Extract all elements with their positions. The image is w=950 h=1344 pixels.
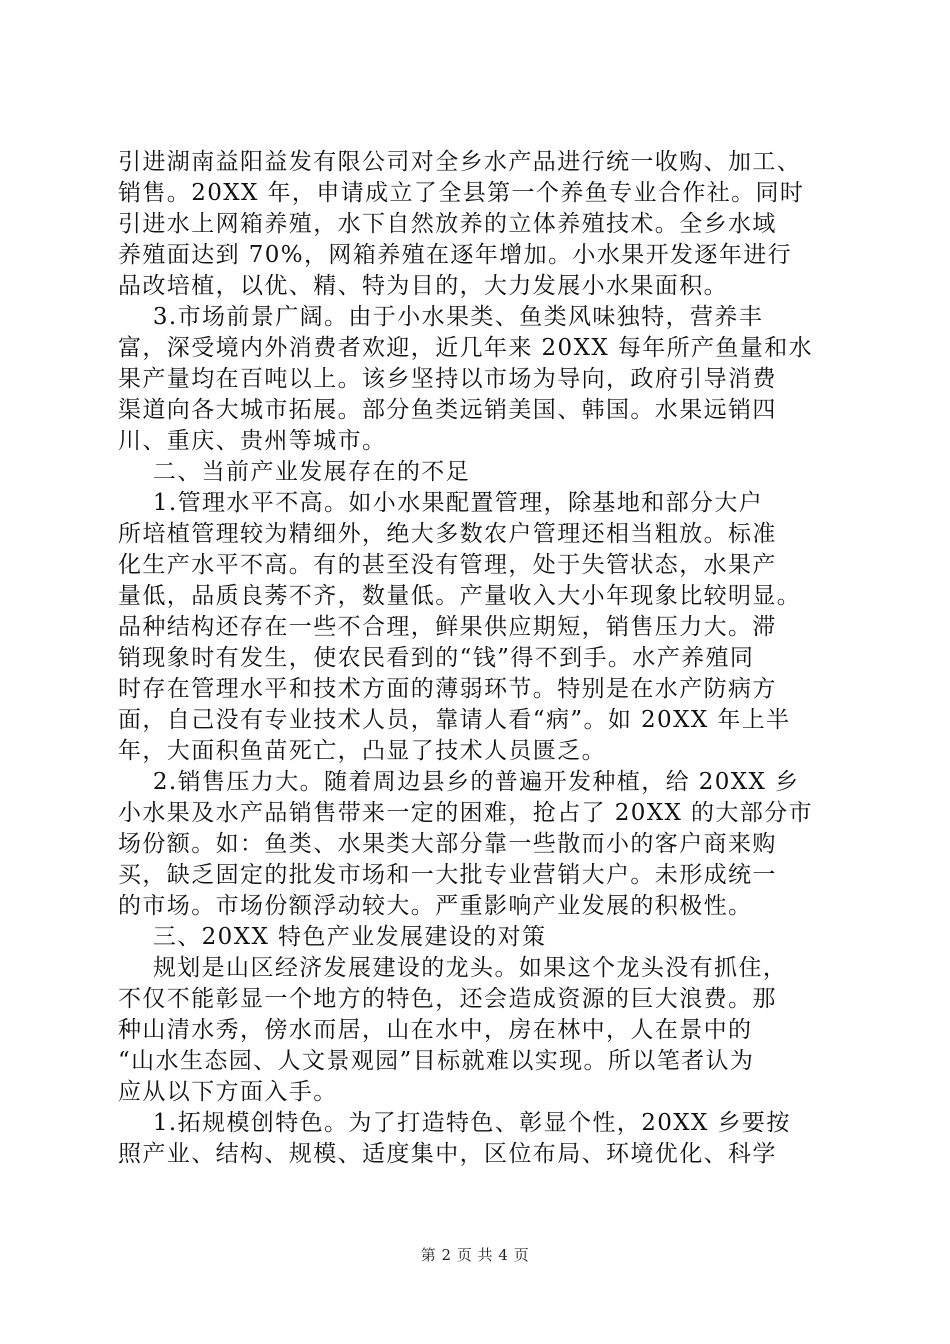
text-line: 面，自己没有专业技术人员，靠请人看“病”。如 20XX 年上半 <box>118 707 791 733</box>
text-line: 富，深受境内外消费者欢迎，近几年来 20XX 每年所产鱼量和水 <box>118 335 814 361</box>
text-line: 买，缺乏固定的批发市场和一大批专业营销大户。未形成统一 <box>118 862 777 888</box>
text-line: 三、20XX 特色产业发展建设的对策 <box>118 924 547 950</box>
text-line: 所培植管理较为精细外，绝大多数农户管理还相当粗放。标准 <box>118 521 777 547</box>
text-line: 种山清水秀，傍水而居，山在水中，房在林中，人在景中的 <box>118 1017 753 1043</box>
text-line: 养殖面达到 70%，网箱养殖在逐年增加。小水果开发逐年进行 <box>118 242 793 268</box>
text-line: 引进湖南益阳益发有限公司对全乡水产品进行统一收购、加工、 <box>118 149 802 175</box>
text-line: 果产量均在百吨以上。该乡坚持以市场为导向，政府引导消费 <box>118 366 777 392</box>
text-line: 品种结构还存在一些不合理，鲜果供应期短，销售压力大。滞 <box>118 614 777 640</box>
text-line: 应从以下方面入手。 <box>118 1079 338 1105</box>
text-line: 的市场。市场份额浮动较大。严重影响产业发展的积极性。 <box>118 893 753 919</box>
text-line: 1.管理水平不高。如小水果配置管理，除基地和部分大户 <box>118 490 764 516</box>
text-line: 化生产水平不高。有的甚至没有管理，处于失管状态，水果产 <box>118 552 777 578</box>
text-line: 2.销售压力大。随着周边县乡的普遍开发种植，给 20XX 乡 <box>118 769 800 795</box>
text-line: 引进水上网箱养殖，水下自然放养的立体养殖技术。全乡水域 <box>118 211 777 237</box>
text-line: 渠道向各大城市拓展。部分鱼类远销美国、韩国。水果远销四 <box>118 397 777 423</box>
text-line: 小水果及水产品销售带来一定的困难，抢占了 20XX 的大部分市 <box>118 800 814 826</box>
text-line: 川、重庆、贵州等城市。 <box>118 428 387 454</box>
text-line: 销售。20XX 年，申请成立了全县第一个养鱼专业合作社。同时 <box>118 180 805 206</box>
text-line: 量低，品质良莠不齐，数量低。产量收入大小年现象比较明显。 <box>118 583 802 609</box>
text-line: 1.拓规模创特色。为了打造特色、彰显个性，20XX 乡要按 <box>118 1110 791 1136</box>
text-line: 销现象时有发生，使农民看到的“钱”得不到手。水产养殖同 <box>118 645 755 671</box>
text-line: 不仅不能彰显一个地方的特色，还会造成资源的巨大浪费。那 <box>118 986 777 1012</box>
text-line: “山水生态园、人文景观园”目标就难以实现。所以笔者认为 <box>118 1048 755 1074</box>
text-line: 场份额。如：鱼类、水果类大部分靠一些散而小的客户商来购 <box>118 831 777 857</box>
text-line: 二、当前产业发展存在的不足 <box>118 459 471 485</box>
text-line: 照产业、结构、规模、适度集中，区位布局、环境优化、科学 <box>118 1141 777 1167</box>
text-line: 3.市场前景广阔。由于小水果类、鱼类风味独特，营养丰 <box>118 304 764 330</box>
text-line: 时存在管理水平和技术方面的薄弱环节。特别是在水产防病方 <box>118 676 777 702</box>
text-line: 年，大面积鱼苗死亡，凸显了技术人员匮乏。 <box>118 738 606 764</box>
page-footer: 第 2 页 共 4 页 <box>420 1246 530 1264</box>
document-body <box>118 147 834 1170</box>
text-line: 规划是山区经济发展建设的龙头。如果这个龙头没有抓住， <box>118 955 788 981</box>
text-line: 品改培植，以优、精、特为目的，大力发展小水果面积。 <box>118 273 728 299</box>
